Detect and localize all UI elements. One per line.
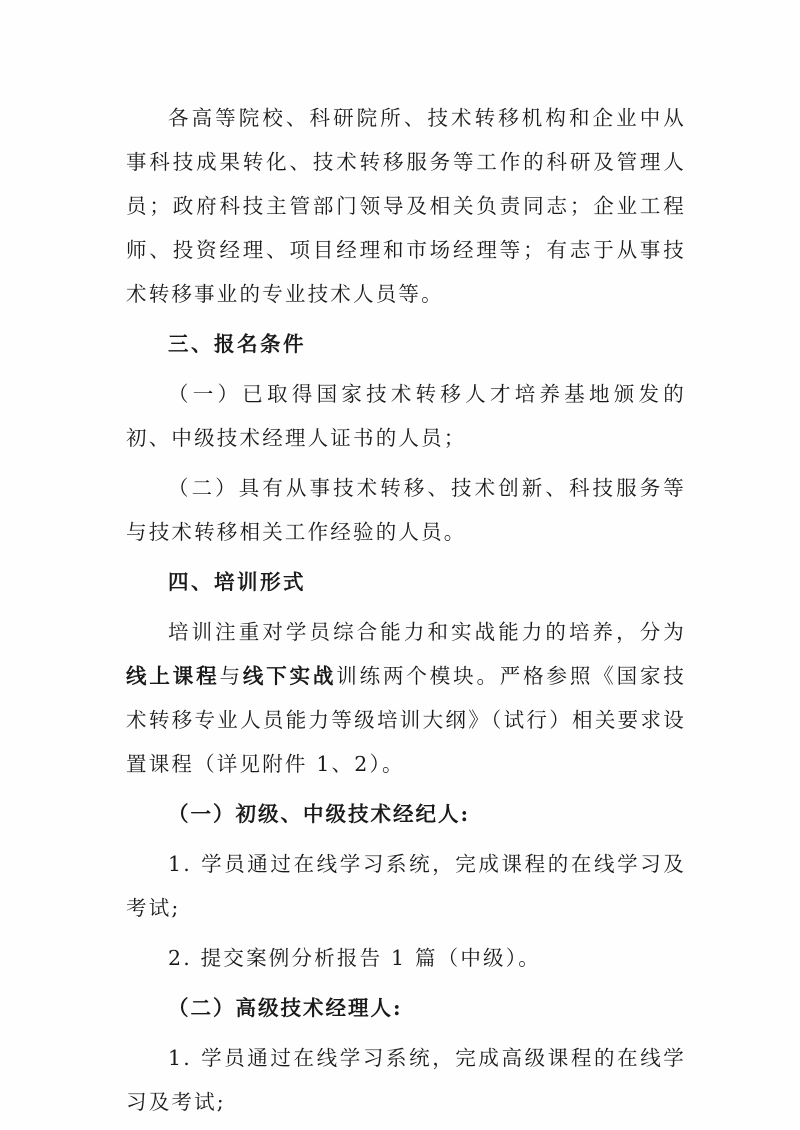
training-format-text-3: 训练两个模块。严格参照《国家技术转移专业人员能力等级培训大纲》（试行）相关要求设置课程（详见附件 1、2）。 (126, 664, 687, 776)
junior-item-1: 1. 学员通过在线学习系统，完成课程的在线学习及考试; (126, 852, 686, 920)
junior-item-2: 2. 提交案例分析报告 1 篇（中级）。 (168, 946, 541, 970)
registration-condition-1: （一）已取得国家技术转移人才培养基地颁发的初、中级技术经理人证书的人员； (126, 382, 686, 450)
senior-item-1: 1. 学员通过在线学习系统，完成高级课程的在线学习及考试; (126, 1046, 686, 1114)
subheading-junior-intermediate: （一）初级、中级技术经纪人: (168, 802, 471, 826)
section-heading-registration: 三、报名条件 (168, 332, 306, 356)
online-course-label: 线上课程 (126, 664, 220, 688)
document-body (126, 96, 686, 1124)
offline-practice-label: 线下实战 (242, 664, 337, 688)
training-format-paragraph (126, 610, 686, 786)
registration-condition-2: （二）具有从事技术转移、技术创新、科技服务等与技术转移相关工作经验的人员。 (126, 476, 686, 544)
training-format-text-1: 培训注重对学员综合能力和实战能力的培养，分为 (168, 620, 686, 644)
section-heading-training-format: 四、培训形式 (168, 570, 306, 594)
intro-paragraph: 各高等院校、科研院所、技术转移机构和企业中从事科技成果转化、技术转移服务等工作的科研及管理人员；政府科技主管部门领导及相关负责同志；企业工程师、投资经理、项目经理和市场经理等；有志于从事技术转移事业的专业技术人员等。 (126, 106, 686, 306)
subheading-senior: （二）高级技术经理人: (168, 996, 403, 1020)
training-format-text-2: 与 (219, 664, 243, 688)
